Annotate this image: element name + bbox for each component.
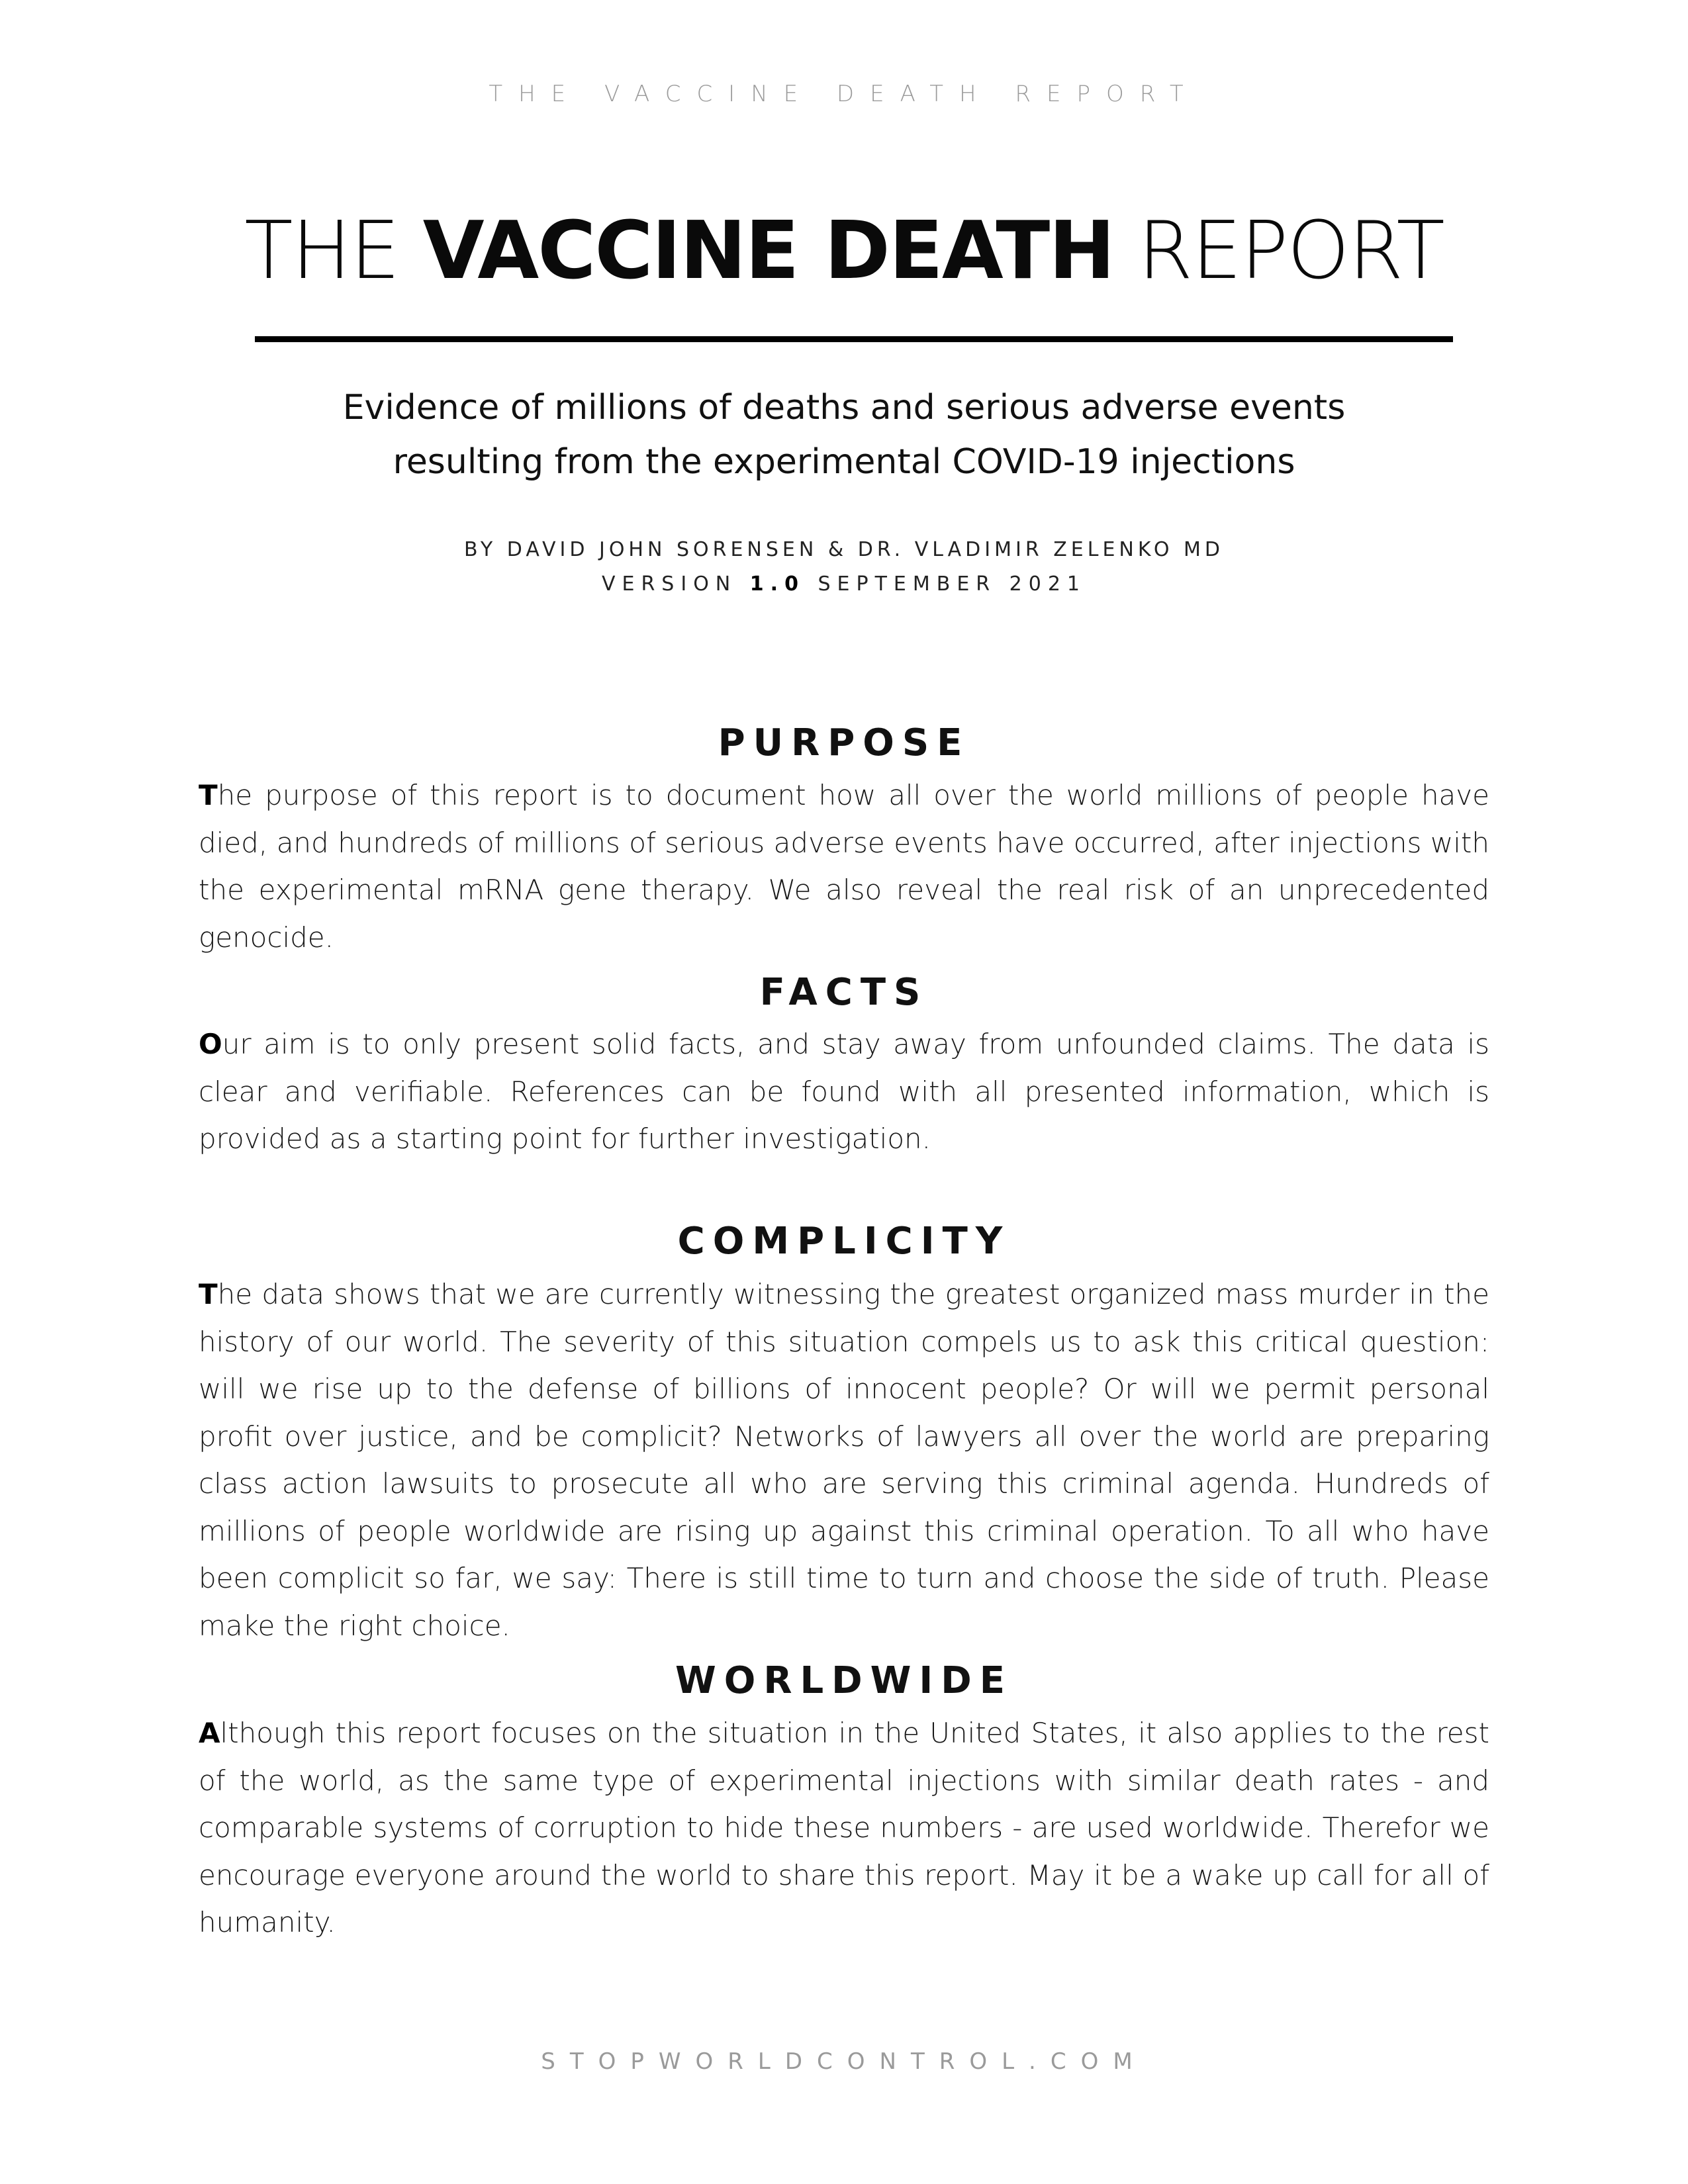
running-header: THE VACCINE DEATH REPORT <box>489 81 1199 107</box>
byline <box>0 533 1688 602</box>
section-text: ur aim is to only present solid facts, and stay away from unfounded claims. The data is clear and verifiable. References can be found with all presented information, which is provided as a starting point for further investigation. <box>199 1028 1489 1155</box>
section-heading-worldwide: WORLDWIDE <box>675 1659 1013 1702</box>
section-heading-purpose: PURPOSE <box>718 721 970 764</box>
dropcap: O <box>199 1028 222 1060</box>
report-title <box>0 205 1688 298</box>
version-date: SEPTEMBER 2021 <box>804 572 1087 596</box>
title-part-vaccine-death: VACCINE DEATH <box>422 205 1114 297</box>
section-body-worldwide <box>199 1709 1489 1946</box>
section-text: he purpose of this report is to document how all over the world millions of people have died, and hundreds of millions of serious adverse events have occurred, after injections with the experimental mRNA gene therapy. We also reveal the real risk of an unprecedented genocide. <box>199 779 1489 954</box>
section-body-purpose <box>199 772 1489 961</box>
section-body-complicity <box>199 1271 1489 1649</box>
section-text: he data shows that we are currently witnessing the greatest organized mass murder in the history of our world. The severity of this situation compels us to ask this critical question: will we rise up to the defense of billions of innocent people? Or will we permit personal profit over justice, and be complicit? Networks of lawyers all over the world are preparing class action lawsuits to prosecute all who are serving this criminal agenda. Hundreds of millions of people worldwide are rising up against this criminal operation. To all who have been complicit so far, we say: There is still time to turn and choose the side of truth. Please make the right choice. <box>199 1278 1489 1642</box>
subtitle-line-2: resulting from the experimental COVID-19 injections <box>393 442 1295 482</box>
dropcap: T <box>199 779 218 811</box>
section-body-facts <box>199 1021 1489 1163</box>
title-part-report: REPORT <box>1113 205 1444 297</box>
dropcap: A <box>199 1717 220 1749</box>
dropcap: T <box>199 1278 218 1310</box>
version-label: VERSION <box>601 572 750 596</box>
footer-website: STOPWORLDCONTROL.COM <box>541 2048 1147 2075</box>
byline-version <box>0 567 1688 602</box>
title-part-the: THE <box>244 205 423 297</box>
section-text: lthough this report focuses on the situation in the United States, it also applies to the rest of the world, as the same type of experimental injections with similar death rates - and comparable systems of corruption to hide these numbers - are used worldwide. Therefor we encourage everyone around the world to share this report. May it be a wake up call for all of humanity. <box>199 1717 1489 1938</box>
version-number: 1.0 <box>749 572 805 596</box>
subtitle <box>0 381 1688 489</box>
section-heading-complicity: COMPLICITY <box>677 1220 1011 1263</box>
subtitle-line-1: Evidence of millions of deaths and serious adverse events <box>342 388 1346 428</box>
title-divider <box>255 336 1453 342</box>
section-heading-facts: FACTS <box>759 971 929 1014</box>
byline-authors: BY DAVID JOHN SORENSEN & DR. VLADIMIR ZELENKO MD <box>463 538 1225 561</box>
